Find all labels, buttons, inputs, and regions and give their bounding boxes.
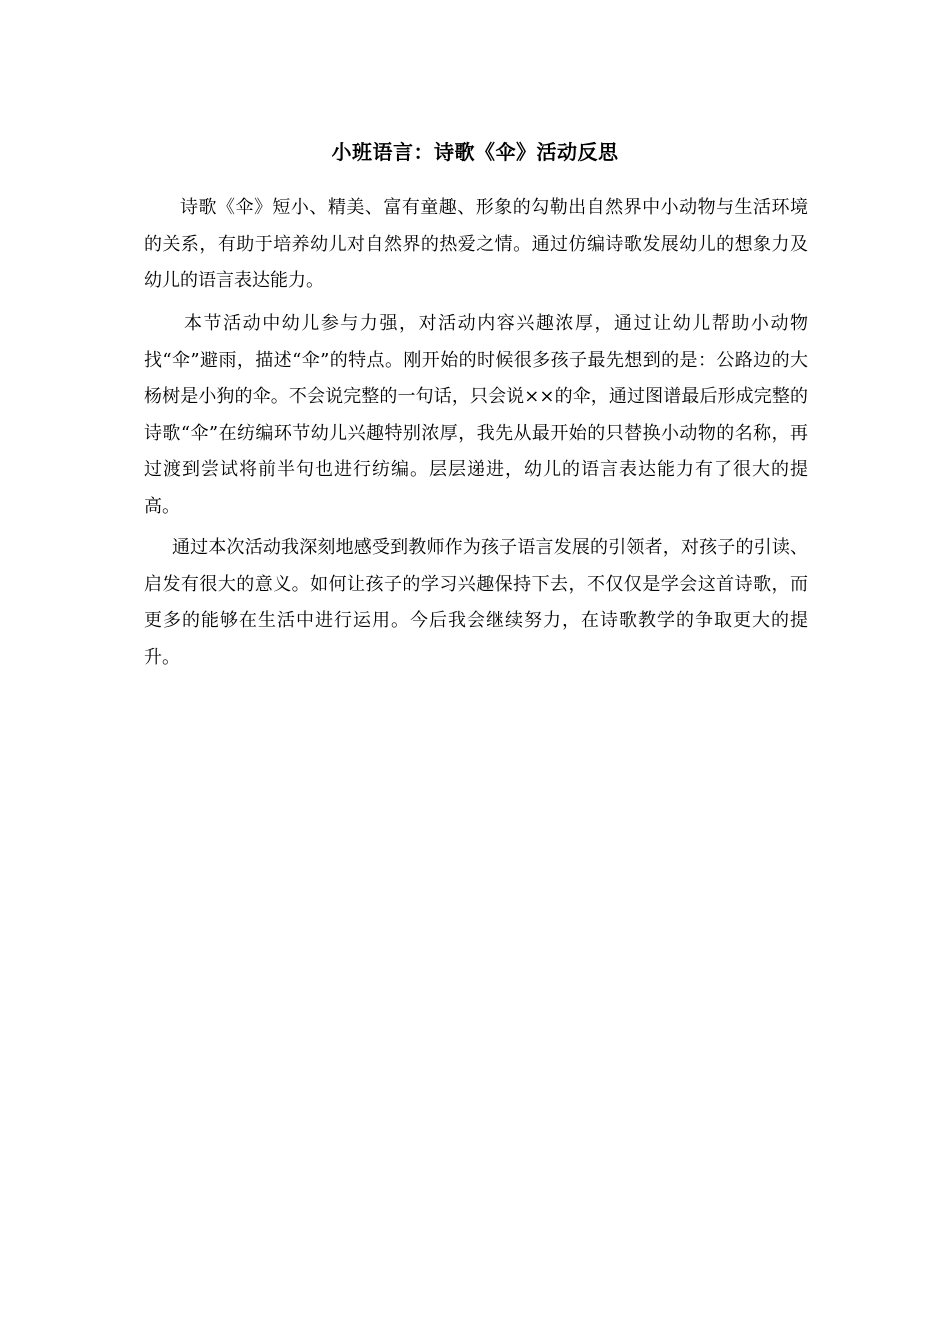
paragraph-activity: 本节活动中幼儿参与力强，对活动内容兴趣浓厚，通过让幼儿帮助小动物找“伞”避雨，描述“伞”的特点。刚开始的时候很多孩子最先想到的是：公路边的大杨树是小狗的伞。不会说完整的一句话，只会说××的伞，通过图谱最后形成完整的诗歌“伞”在纺编环节幼儿兴趣特别浓厚，我先从最开始的只替换小动物的名称，再过渡到尝试将前半句也进行纺编。层层递进，幼儿的语言表达能力有了很大的提高。 [144,313,808,517]
document-title: 小班语言：诗歌《伞》活动反思 [331,140,619,164]
paragraph-intro: 诗歌《伞》短小、精美、富有童趣、形象的勾勒出自然界中小动物与生活环境的关系，有助于培养幼儿对自然界的热爱之情。通过仿编诗歌发展幼儿的想象力及幼儿的语言表达能力。 [144,197,808,291]
paragraph-reflection: 通过本次活动我深刻地感受到教师作为孩子语言发展的引领者，对孩子的引读、启发有很大的意义。如何让孩子的学习兴趣保持下去，不仅仅是学会这首诗歌，而更多的能够在生活中进行运用。今后我会继续努力，在诗歌教学的争取更大的提升。 [144,537,808,668]
